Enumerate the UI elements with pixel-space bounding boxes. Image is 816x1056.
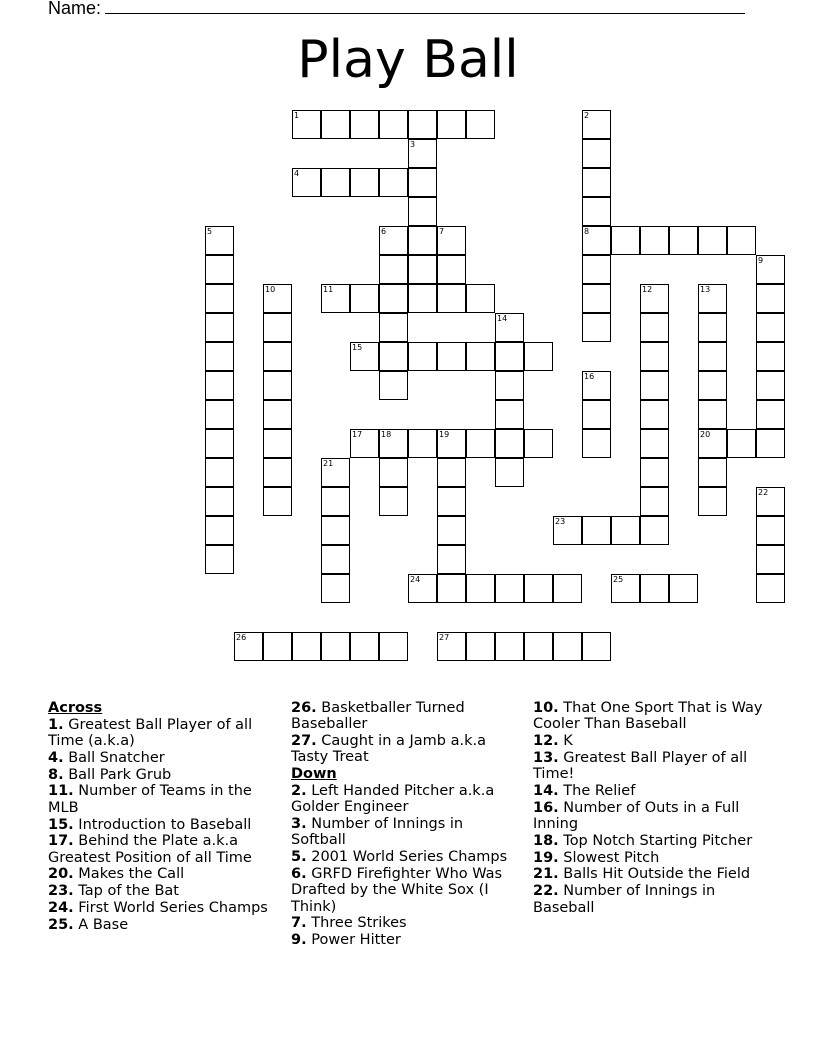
clue-number: 3. [291, 816, 307, 833]
clue-text: 2001 World Series Champs [306, 849, 508, 866]
grid-cell[interactable] [321, 458, 350, 487]
clue-number: 5. [291, 849, 307, 866]
grid-cell[interactable] [756, 545, 785, 574]
grid-cell[interactable] [292, 168, 321, 197]
clue-text: Balls Hit Outside the Field [558, 866, 751, 883]
clue-number: 4. [48, 749, 64, 766]
grid-cell[interactable] [205, 487, 234, 516]
grid-cell[interactable] [669, 574, 698, 603]
clue-number: 13. [533, 749, 559, 766]
clue-item [291, 932, 516, 948]
clue-item [48, 817, 278, 833]
clue-text: Greatest Ball Player of all Time! [533, 749, 748, 783]
grid-cell[interactable] [321, 574, 350, 603]
grid-cell[interactable] [582, 429, 611, 458]
clue-text: Top Notch Starting Pitcher [558, 832, 753, 849]
clue-number: 12. [533, 733, 559, 750]
grid-cell[interactable] [640, 458, 669, 487]
grid-cell[interactable] [321, 632, 350, 661]
grid-cell[interactable] [698, 400, 727, 429]
grid-cell[interactable] [698, 458, 727, 487]
clue-number: 15 [352, 343, 363, 352]
clue-text: GRFD Firefighter Who Was Drafted by the White Sox (I Think) [291, 865, 503, 915]
grid-cell[interactable] [379, 342, 408, 371]
clue-number: 16 [584, 372, 595, 381]
clue-text: Basketballer Turned Baseballer [291, 700, 465, 733]
grid-cell[interactable] [379, 255, 408, 284]
grid-cell[interactable] [408, 110, 437, 139]
grid-cell[interactable] [408, 197, 437, 226]
grid-cell[interactable] [350, 284, 379, 313]
grid-cell[interactable] [321, 545, 350, 574]
grid-cell[interactable] [582, 255, 611, 284]
grid-cell[interactable] [437, 545, 466, 574]
clue-number: 17. [48, 833, 74, 850]
grid-cell[interactable] [466, 574, 495, 603]
grid-cell[interactable] [379, 632, 408, 661]
grid-cell[interactable] [263, 284, 292, 313]
grid-cell[interactable] [640, 429, 669, 458]
grid-cell[interactable] [698, 429, 727, 458]
grid-cell[interactable] [379, 371, 408, 400]
clue-item [533, 783, 763, 799]
grid-cell[interactable] [350, 632, 379, 661]
clue-item [48, 917, 278, 933]
clue-number: 8 [584, 227, 590, 236]
clue-number: 19. [533, 849, 559, 866]
clue-item [48, 833, 278, 866]
clue-number: 27 [439, 633, 450, 642]
clue-number: 22 [758, 488, 769, 497]
grid-cell[interactable] [582, 139, 611, 168]
clue-item [291, 915, 516, 931]
grid-cell[interactable] [408, 429, 437, 458]
clue-item [533, 883, 763, 916]
clue-number: 20 [700, 430, 711, 439]
grid-cell[interactable] [611, 226, 640, 255]
clue-number: 6 [381, 227, 387, 236]
grid-cell[interactable] [495, 574, 524, 603]
grid-cell[interactable] [292, 110, 321, 139]
clue-item [48, 767, 278, 783]
grid-cell[interactable] [350, 429, 379, 458]
grid-cell[interactable] [205, 342, 234, 371]
clue-column-3 [533, 700, 763, 916]
grid-cell[interactable] [756, 574, 785, 603]
clue-number: 7. [291, 915, 307, 932]
grid-cell[interactable] [582, 516, 611, 545]
grid-cell[interactable] [495, 371, 524, 400]
grid-cell[interactable] [582, 313, 611, 342]
clue-item [48, 866, 278, 882]
grid-cell[interactable] [698, 371, 727, 400]
grid-cell[interactable] [640, 487, 669, 516]
clue-number: 23 [555, 517, 566, 526]
grid-cell[interactable] [756, 255, 785, 284]
clue-number: 24 [410, 575, 421, 584]
clue-item [291, 783, 516, 816]
grid-cell[interactable] [524, 342, 553, 371]
grid-cell[interactable] [437, 342, 466, 371]
grid-cell[interactable] [524, 632, 553, 661]
clue-item [291, 733, 516, 766]
clue-number: 21 [323, 459, 334, 468]
clue-number: 10 [265, 285, 276, 294]
grid-cell[interactable] [582, 632, 611, 661]
grid-cell[interactable] [350, 168, 379, 197]
clue-item [291, 866, 516, 915]
clue-number: 14 [497, 314, 508, 323]
grid-cell[interactable] [553, 574, 582, 603]
clue-number: 25. [48, 916, 74, 933]
grid-cell[interactable] [582, 400, 611, 429]
clue-heading: Across [48, 700, 103, 716]
clue-text: The Relief [558, 782, 636, 799]
grid-cell[interactable] [321, 110, 350, 139]
grid-cell[interactable] [437, 429, 466, 458]
clue-number: 1 [294, 111, 300, 120]
grid-cell[interactable] [756, 371, 785, 400]
clue-number: 22. [533, 883, 559, 900]
grid-cell[interactable] [437, 632, 466, 661]
grid-cell[interactable] [756, 313, 785, 342]
grid-cell[interactable] [321, 168, 350, 197]
clue-item [291, 816, 516, 849]
clue-number: 7 [439, 227, 445, 236]
grid-cell[interactable] [321, 516, 350, 545]
grid-cell[interactable] [756, 487, 785, 516]
grid-cell[interactable] [495, 400, 524, 429]
grid-cell[interactable] [408, 168, 437, 197]
grid-cell[interactable] [582, 371, 611, 400]
grid-cell[interactable] [640, 516, 669, 545]
clue-number: 17 [352, 430, 363, 439]
clue-number: 9. [291, 932, 307, 949]
grid-cell[interactable] [205, 516, 234, 545]
clue-text: Power Hitter [306, 932, 401, 949]
grid-cell[interactable] [263, 342, 292, 371]
grid-cell[interactable] [263, 400, 292, 429]
clue-number: 25 [613, 575, 624, 584]
grid-cell[interactable] [350, 342, 379, 371]
grid-cell[interactable] [437, 487, 466, 516]
grid-cell[interactable] [524, 574, 553, 603]
clue-number: 6. [291, 865, 307, 882]
grid-cell[interactable] [466, 429, 495, 458]
grid-cell[interactable] [292, 632, 321, 661]
grid-cell[interactable] [727, 226, 756, 255]
clue-item [48, 750, 278, 766]
clue-text: Greatest Ball Player of all Time (a.k.a) [48, 716, 253, 750]
grid-cell[interactable] [263, 429, 292, 458]
grid-cell[interactable] [756, 400, 785, 429]
clue-text: First World Series Champs [73, 900, 268, 917]
grid-cell[interactable] [408, 342, 437, 371]
clue-item [291, 849, 516, 865]
grid-cell[interactable] [437, 226, 466, 255]
grid-cell[interactable] [495, 429, 524, 458]
grid-cell[interactable] [408, 284, 437, 313]
clue-text: Slowest Pitch [558, 849, 660, 866]
clue-number: 20. [48, 866, 74, 883]
grid-cell[interactable] [379, 168, 408, 197]
clue-number: 9 [758, 256, 764, 265]
grid-cell[interactable] [669, 226, 698, 255]
clue-heading: Down [291, 766, 337, 783]
clue-number: 11. [48, 783, 74, 800]
clue-item [291, 700, 516, 733]
clue-item [533, 800, 763, 833]
clue-item [48, 900, 278, 916]
grid-cell[interactable] [408, 255, 437, 284]
grid-cell[interactable] [553, 516, 582, 545]
grid-cell[interactable] [263, 632, 292, 661]
clue-number: 15. [48, 816, 74, 833]
grid-cell[interactable] [698, 313, 727, 342]
clue-number: 2 [584, 111, 590, 120]
clue-number: 18 [381, 430, 392, 439]
clue-number: 13 [700, 285, 711, 294]
clue-item [533, 833, 763, 849]
grid-cell[interactable] [321, 487, 350, 516]
grid-cell[interactable] [437, 458, 466, 487]
grid-cell[interactable] [524, 429, 553, 458]
grid-cell[interactable] [756, 284, 785, 313]
grid-cell[interactable] [466, 632, 495, 661]
grid-cell[interactable] [379, 226, 408, 255]
grid-cell[interactable] [234, 632, 263, 661]
grid-cell[interactable] [553, 632, 582, 661]
clue-number: 8. [48, 766, 64, 783]
clue-number: 10. [533, 700, 559, 716]
grid-cell[interactable] [495, 458, 524, 487]
grid-cell[interactable] [756, 516, 785, 545]
clue-number: 23. [48, 883, 74, 900]
grid-cell[interactable] [698, 284, 727, 313]
clue-number: 16. [533, 799, 559, 816]
grid-cell[interactable] [495, 632, 524, 661]
grid-cell[interactable] [205, 284, 234, 313]
clue-item [533, 850, 763, 866]
clue-item [533, 866, 763, 882]
grid-cell[interactable] [437, 110, 466, 139]
grid-cell[interactable] [727, 429, 756, 458]
grid-cell[interactable] [698, 342, 727, 371]
grid-cell[interactable] [756, 342, 785, 371]
grid-cell[interactable] [263, 313, 292, 342]
grid-cell[interactable] [611, 516, 640, 545]
grid-cell[interactable] [466, 110, 495, 139]
grid-cell[interactable] [437, 255, 466, 284]
clue-item [533, 750, 763, 783]
grid-cell[interactable] [582, 110, 611, 139]
grid-cell[interactable] [379, 110, 408, 139]
puzzle-title: Play Ball [297, 30, 519, 90]
grid-cell[interactable] [205, 545, 234, 574]
grid-cell[interactable] [379, 284, 408, 313]
clue-text: K [558, 733, 573, 750]
clue-text: Ball Park Grub [63, 766, 172, 783]
grid-cell[interactable] [408, 574, 437, 603]
clue-number: 5 [207, 227, 213, 236]
grid-cell[interactable] [379, 458, 408, 487]
clue-text: Behind the Plate a.k.a Greatest Position of all Time [48, 833, 252, 866]
grid-cell[interactable] [495, 342, 524, 371]
grid-cell[interactable] [379, 429, 408, 458]
clue-number: 21. [533, 866, 559, 883]
clue-number: 19 [439, 430, 450, 439]
grid-cell[interactable] [379, 313, 408, 342]
grid-cell[interactable] [582, 197, 611, 226]
clue-number: 14. [533, 782, 559, 799]
grid-cell[interactable] [582, 226, 611, 255]
grid-cell[interactable] [582, 168, 611, 197]
clue-item [48, 783, 278, 816]
clue-text: Number of Outs in a Full Inning [533, 799, 740, 833]
grid-cell[interactable] [495, 313, 524, 342]
grid-cell[interactable] [437, 516, 466, 545]
clue-text: That One Sport That is Way Cooler Than Baseball [533, 700, 763, 733]
grid-cell[interactable] [263, 487, 292, 516]
clue-item [533, 700, 763, 733]
grid-cell[interactable] [640, 226, 669, 255]
grid-cell[interactable] [640, 284, 669, 313]
clue-number: 26 [236, 633, 247, 642]
grid-cell[interactable] [263, 458, 292, 487]
clue-number: 12 [642, 285, 653, 294]
grid-cell[interactable] [350, 110, 379, 139]
clue-number: 3 [410, 140, 416, 149]
clue-item [533, 733, 763, 749]
grid-cell[interactable] [611, 574, 640, 603]
grid-cell[interactable] [466, 342, 495, 371]
grid-cell[interactable] [408, 139, 437, 168]
clue-column-2 [291, 700, 516, 949]
grid-cell[interactable] [640, 371, 669, 400]
clue-text: Caught in a Jamb a.k.a Tasty Treat [291, 733, 486, 766]
grid-cell[interactable] [437, 574, 466, 603]
grid-cell[interactable] [205, 226, 234, 255]
grid-cell[interactable] [321, 284, 350, 313]
grid-cell[interactable] [205, 371, 234, 400]
clue-text: Tap of the Bat [73, 883, 179, 900]
clue-text: Left Handed Pitcher a.k.a Golder Engineer [291, 782, 495, 816]
grid-cell[interactable] [408, 226, 437, 255]
clue-number: 11 [323, 285, 334, 294]
grid-cell[interactable] [466, 284, 495, 313]
name-label: Name: [48, 0, 102, 18]
grid-cell[interactable] [205, 429, 234, 458]
clue-number: 1. [48, 716, 64, 733]
clue-number: 26. [291, 700, 317, 716]
clue-text: Number of Innings in Softball [291, 816, 464, 849]
clue-text: A Base [73, 916, 129, 933]
clue-text: Number of Teams in the MLB [48, 783, 252, 816]
grid-cell[interactable] [698, 487, 727, 516]
clue-number: 24. [48, 900, 74, 917]
grid-cell[interactable] [205, 458, 234, 487]
grid-cell[interactable] [205, 313, 234, 342]
grid-cell[interactable] [640, 400, 669, 429]
grid-cell[interactable] [640, 574, 669, 603]
grid-cell[interactable] [640, 313, 669, 342]
grid-cell[interactable] [205, 255, 234, 284]
clue-item [48, 717, 278, 750]
grid-cell[interactable] [379, 487, 408, 516]
clue-number: 2. [291, 782, 307, 799]
clue-number: 4 [294, 169, 300, 178]
grid-cell[interactable] [698, 226, 727, 255]
grid-cell[interactable] [756, 429, 785, 458]
clue-number: 27. [291, 733, 317, 750]
clue-column-1 [48, 700, 278, 934]
clue-item [48, 883, 278, 899]
grid-cell[interactable] [263, 371, 292, 400]
clue-text: Three Strikes [306, 915, 407, 932]
grid-cell[interactable] [582, 284, 611, 313]
clue-text: Makes the Call [73, 866, 185, 883]
grid-cell[interactable] [640, 342, 669, 371]
grid-cell[interactable] [205, 400, 234, 429]
clue-text: Ball Snatcher [63, 749, 165, 766]
clue-text: Number of Innings in Baseball [533, 883, 716, 916]
clue-number: 18. [533, 832, 559, 849]
grid-cell[interactable] [437, 284, 466, 313]
clue-text: Introduction to Baseball [73, 816, 252, 833]
